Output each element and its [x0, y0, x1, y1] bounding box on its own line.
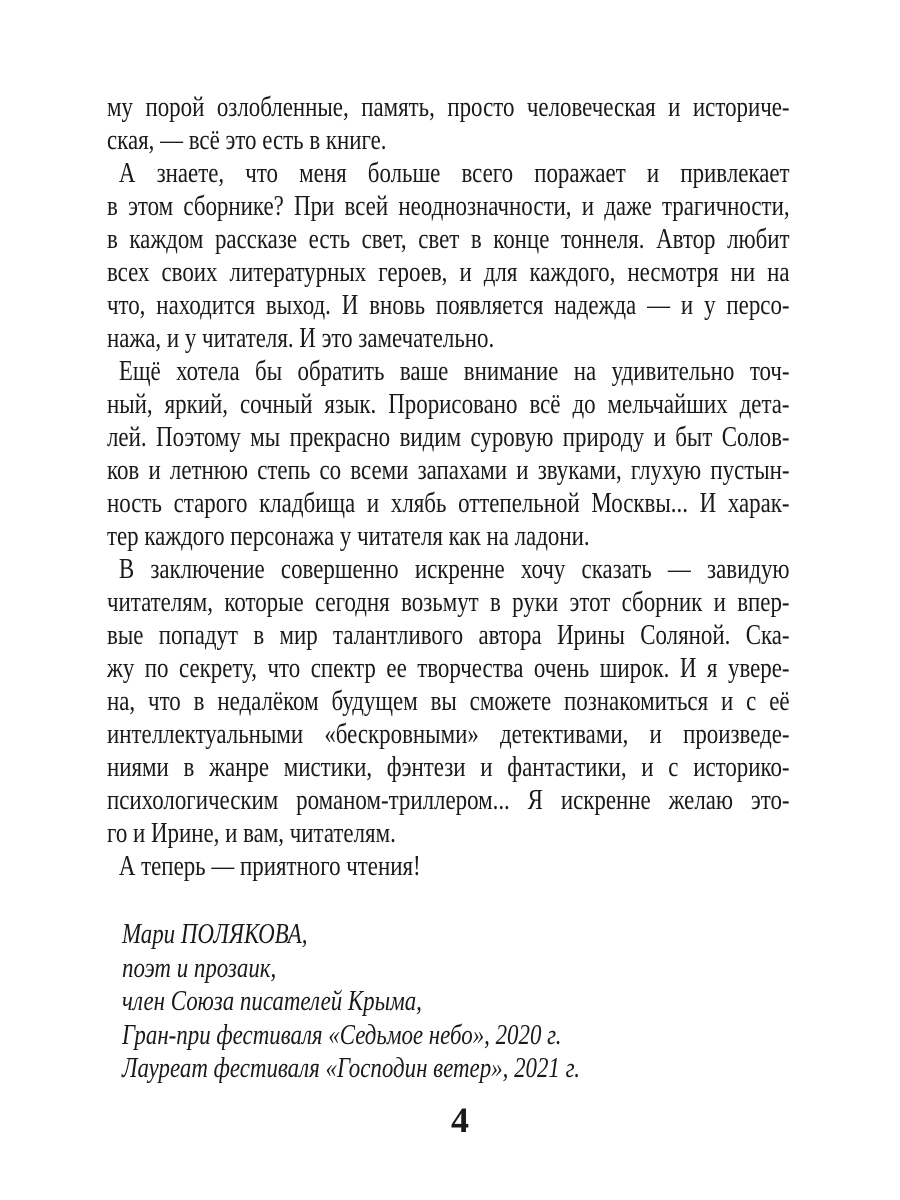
text-line: читателям, которые сегодня возьмут в руки этот сборник и впер- [107, 586, 790, 618]
text-line: на, что в недалёком будущем вы сможете познакомиться и с её [107, 685, 790, 717]
signature-line: поэт и прозаик, [122, 951, 277, 984]
text-line: что, находится выход. И вновь появляется надежда — и у персо- [107, 289, 790, 321]
signature-line: член Союза писателей Крыма, [122, 985, 422, 1017]
paragraph [107, 355, 790, 553]
text-line: тер каждого персонажа у читателя как на ладони. [107, 520, 590, 552]
text-line: ный, яркий, сочный язык. Прорисовано всё до мельчайших дета- [107, 388, 790, 420]
signature-line: Мари ПОЛЯКОВА, [122, 918, 308, 950]
text-line: в каждом рассказе есть свет, свет в конце тоннеля. Автор любит [107, 223, 790, 255]
page-number: 4 [451, 1100, 469, 1140]
text-line: А теперь — приятного чтения! [118, 850, 421, 882]
text-line: интеллектуальными «бескровными» детективами, и произведе- [107, 718, 790, 750]
text-line: ская, — всё это есть в книге. [107, 124, 387, 156]
paragraph [107, 91, 790, 157]
text-line: го и Ирине, и вам, читателям. [107, 817, 396, 849]
text-line: В заключение совершенно искренне хочу сказать — завидую [118, 553, 790, 585]
paragraph [107, 553, 790, 850]
text-block [107, 91, 790, 1086]
signature-block [107, 918, 790, 1086]
text-line: вые попадут в мир талантливого автора Ирины Соляной. Ска- [107, 619, 790, 651]
text-line: ность старого кладбища и хлябь оттепельной Москвы... И харак- [107, 487, 790, 519]
text-line: ниями в жанре мистики, фэнтези и фантастики, и с историко- [107, 751, 790, 783]
text-line: в этом сборнике? При всей неоднозначности, и даже трагичности, [107, 190, 790, 222]
text-line: Ещё хотела бы обратить ваше внимание на удивительно точ- [118, 355, 790, 387]
paragraph [107, 157, 790, 355]
text-line: нажа, и у читателя. И это замечательно. [107, 322, 495, 354]
signature-line: Лауреат фестиваля «Господин ветер», 2021 г. [122, 1052, 580, 1084]
text-line: жу по секрету, что спектр ее творчества очень широк. И я увере- [107, 652, 790, 684]
text-line: психологическим романом-триллером... Я искренне желаю это- [107, 784, 790, 816]
text-line: ков и летнюю степь со всеми запахами и звуками, глухую пустын- [107, 454, 790, 486]
text-line: лей. Поэтому мы прекрасно видим суровую природу и быт Солов- [107, 421, 790, 453]
text-line: А знаете, что меня больше всего поражает и привлекает [118, 157, 790, 189]
paragraph [107, 850, 790, 883]
body-paragraphs [107, 91, 790, 883]
text-line: му порой озлобленные, память, просто человеческая и историче- [107, 91, 790, 123]
signature-line: Гран-при фестиваля «Седьмое небо», 2020 г. [122, 1018, 562, 1051]
text-line: всех своих литературных героев, и для каждого, несмотря ни на [107, 256, 790, 288]
